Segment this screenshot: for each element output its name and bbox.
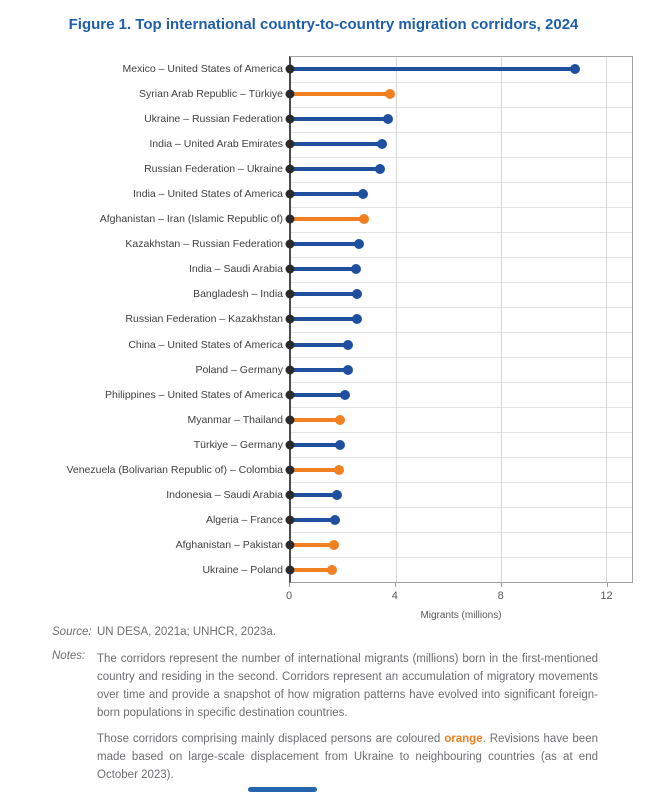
corridor-line xyxy=(290,242,359,246)
footer-accent-bar xyxy=(248,787,317,792)
value-dot xyxy=(340,390,350,400)
source-line xyxy=(52,626,598,638)
corridor-line xyxy=(290,568,332,572)
x-tick-label: 12 xyxy=(600,590,613,602)
figure-title: Figure 1. Top international country-to-country migration corridors, 2024 xyxy=(68,16,579,33)
value-dot xyxy=(332,490,342,500)
corridor-track xyxy=(290,106,633,131)
corridor-track xyxy=(290,558,633,583)
value-dot xyxy=(335,440,345,450)
value-dot xyxy=(327,565,337,575)
value-dot xyxy=(359,214,369,224)
origin-dot xyxy=(286,164,295,173)
corridor-line xyxy=(290,493,337,497)
origin-dot xyxy=(286,290,295,299)
corridor-line xyxy=(290,368,348,372)
notes-body xyxy=(97,650,598,784)
value-dot xyxy=(329,540,339,550)
x-tick-mark xyxy=(395,583,396,587)
value-dot xyxy=(570,64,580,74)
value-dot xyxy=(354,239,364,249)
corridor-label: Afghanistan – Pakistan xyxy=(175,539,283,552)
corridor-track xyxy=(290,257,633,282)
origin-dot xyxy=(286,190,295,199)
chart-row xyxy=(46,81,633,106)
notes-block xyxy=(52,650,598,784)
corridor-track xyxy=(290,483,633,508)
corridor-track xyxy=(290,407,633,432)
corridor-label: Poland – Germany xyxy=(195,363,283,376)
corridor-label: Philippines – United States of America xyxy=(104,388,283,401)
corridor-track xyxy=(290,432,633,457)
chart-row xyxy=(46,181,633,206)
notes-p2-post: . Revisions have been made based on large-scale displacement from Ukraine to neighbouring countries (as at end October 2023). xyxy=(97,733,598,781)
origin-dot xyxy=(286,265,295,274)
origin-dot xyxy=(286,541,295,550)
value-dot xyxy=(330,515,340,525)
origin-dot xyxy=(286,340,295,349)
corridor-track xyxy=(290,131,633,156)
corridor-track xyxy=(290,533,633,558)
origin-dot xyxy=(286,390,295,399)
chart-row xyxy=(46,282,633,307)
x-tick-label: 0 xyxy=(285,590,293,602)
corridor-line xyxy=(290,443,340,447)
value-dot xyxy=(335,415,345,425)
value-dot xyxy=(358,189,368,199)
chart-row xyxy=(46,407,633,432)
corridor-track xyxy=(290,232,633,257)
value-dot xyxy=(352,314,362,324)
origin-dot xyxy=(286,139,295,148)
corridor-label: India – United Arab Emirates xyxy=(149,137,283,150)
origin-dot xyxy=(286,491,295,500)
chart-row xyxy=(46,332,633,357)
notes-p2-pre: Those corridors comprising mainly displaced persons are coloured xyxy=(97,733,445,745)
corridor-line xyxy=(290,117,388,121)
chart-row xyxy=(46,131,633,156)
corridor-line xyxy=(290,67,575,71)
corridor-line xyxy=(290,192,363,196)
corridor-track xyxy=(290,56,633,81)
chart-row xyxy=(46,357,633,382)
corridor-track xyxy=(290,307,633,332)
value-dot xyxy=(343,340,353,350)
corridor-line xyxy=(290,543,334,547)
corridor-label: India – Saudi Arabia xyxy=(189,263,283,276)
corridor-track xyxy=(290,282,633,307)
value-dot xyxy=(385,89,395,99)
notes-paragraph-1: The corridors represent the number of international migrants (millions) born in the first-mentioned country and residing in the second. Corridors represent an accumulation of migratory movements over time and provide a snapshot of how migration patterns have evolved into significant foreign-born populations in specific destination countries. xyxy=(97,653,598,719)
value-dot xyxy=(334,465,344,475)
chart-row xyxy=(46,558,633,583)
corridor-label: Afghanistan – Iran (Islamic Republic of) xyxy=(99,213,283,226)
origin-dot xyxy=(286,516,295,525)
origin-dot xyxy=(286,466,295,475)
chart-row xyxy=(46,508,633,533)
x-axis xyxy=(285,583,633,607)
value-dot xyxy=(351,264,361,274)
corridor-track xyxy=(290,508,633,533)
origin-dot xyxy=(286,566,295,575)
corridor-label: China – United States of America xyxy=(128,338,283,351)
chart-row xyxy=(46,232,633,257)
corridor-track xyxy=(290,458,633,483)
corridor-track xyxy=(290,382,633,407)
chart-row xyxy=(46,156,633,181)
corridor-line xyxy=(290,92,390,96)
corridor-line xyxy=(290,518,335,522)
origin-dot xyxy=(286,64,295,73)
x-tick-label: 4 xyxy=(391,590,398,602)
value-dot xyxy=(377,139,387,149)
corridor-track xyxy=(290,332,633,357)
corridor-track xyxy=(290,357,633,382)
corridor-label: Venezuela (Bolivarian Republic of) – Colombia xyxy=(66,464,283,477)
corridor-label: Ukraine – Poland xyxy=(202,564,283,577)
corridor-label: Indonesia – Saudi Arabia xyxy=(166,489,283,502)
notes-label: Notes: xyxy=(52,650,86,662)
chart-row xyxy=(46,257,633,282)
origin-dot xyxy=(286,89,295,98)
source-label: Source: xyxy=(52,626,92,638)
corridor-label: Myanmar – Thailand xyxy=(187,413,283,426)
origin-dot xyxy=(286,415,295,424)
chart-row xyxy=(46,458,633,483)
value-dot xyxy=(343,365,353,375)
corridor-label: Kazakhstan – Russian Federation xyxy=(125,238,283,251)
chart-row xyxy=(46,533,633,558)
corridor-label: Türkiye – Germany xyxy=(193,438,283,451)
chart-row xyxy=(46,106,633,131)
origin-dot xyxy=(286,114,295,123)
corridor-line xyxy=(290,217,364,221)
notes-paragraph-2 xyxy=(97,730,598,784)
corridor-line xyxy=(290,343,348,347)
corridor-label: Syrian Arab Republic – Türkiye xyxy=(139,87,283,100)
corridor-track xyxy=(290,81,633,106)
corridor-track xyxy=(290,181,633,206)
corridor-track xyxy=(290,156,633,181)
x-tick-mark xyxy=(501,583,502,587)
corridor-line xyxy=(290,142,382,146)
origin-dot xyxy=(286,365,295,374)
origin-dot xyxy=(286,215,295,224)
corridor-line xyxy=(290,167,380,171)
value-dot xyxy=(352,289,362,299)
corridor-label: Russian Federation – Ukraine xyxy=(144,162,283,175)
chart-row xyxy=(46,382,633,407)
corridor-label: India – United States of America xyxy=(133,188,283,201)
corridor-label: Algeria – France xyxy=(205,514,283,527)
corridor-line xyxy=(290,317,357,321)
corridor-line xyxy=(290,393,345,397)
corridor-line xyxy=(290,468,339,472)
chart-row xyxy=(46,432,633,457)
origin-dot xyxy=(286,315,295,324)
chart-row xyxy=(46,207,633,232)
x-tick-label: 8 xyxy=(497,590,504,602)
corridor-label: Mexico – United States of America xyxy=(122,62,283,75)
corridor-label: Russian Federation – Kazakhstan xyxy=(125,313,283,326)
x-tick-mark xyxy=(607,583,608,587)
corridor-line xyxy=(290,267,356,271)
corridor-line xyxy=(290,418,340,422)
chart-row xyxy=(46,307,633,332)
orange-highlight: orange xyxy=(444,733,483,745)
source-text: UN DESA, 2021a; UNHCR, 2023a. xyxy=(97,626,276,638)
corridor-track xyxy=(290,207,633,232)
corridor-label: Bangladesh – India xyxy=(193,288,283,301)
x-tick-mark xyxy=(289,583,290,587)
chart-row xyxy=(46,483,633,508)
origin-dot xyxy=(286,440,295,449)
value-dot xyxy=(383,114,393,124)
x-axis-title: Migrants (millions) xyxy=(420,610,502,621)
corridor-label: Ukraine – Russian Federation xyxy=(144,112,283,125)
origin-dot xyxy=(286,240,295,249)
chart-row xyxy=(46,56,633,81)
chart-rows xyxy=(46,56,633,583)
corridor-line xyxy=(290,292,357,296)
value-dot xyxy=(375,164,385,174)
